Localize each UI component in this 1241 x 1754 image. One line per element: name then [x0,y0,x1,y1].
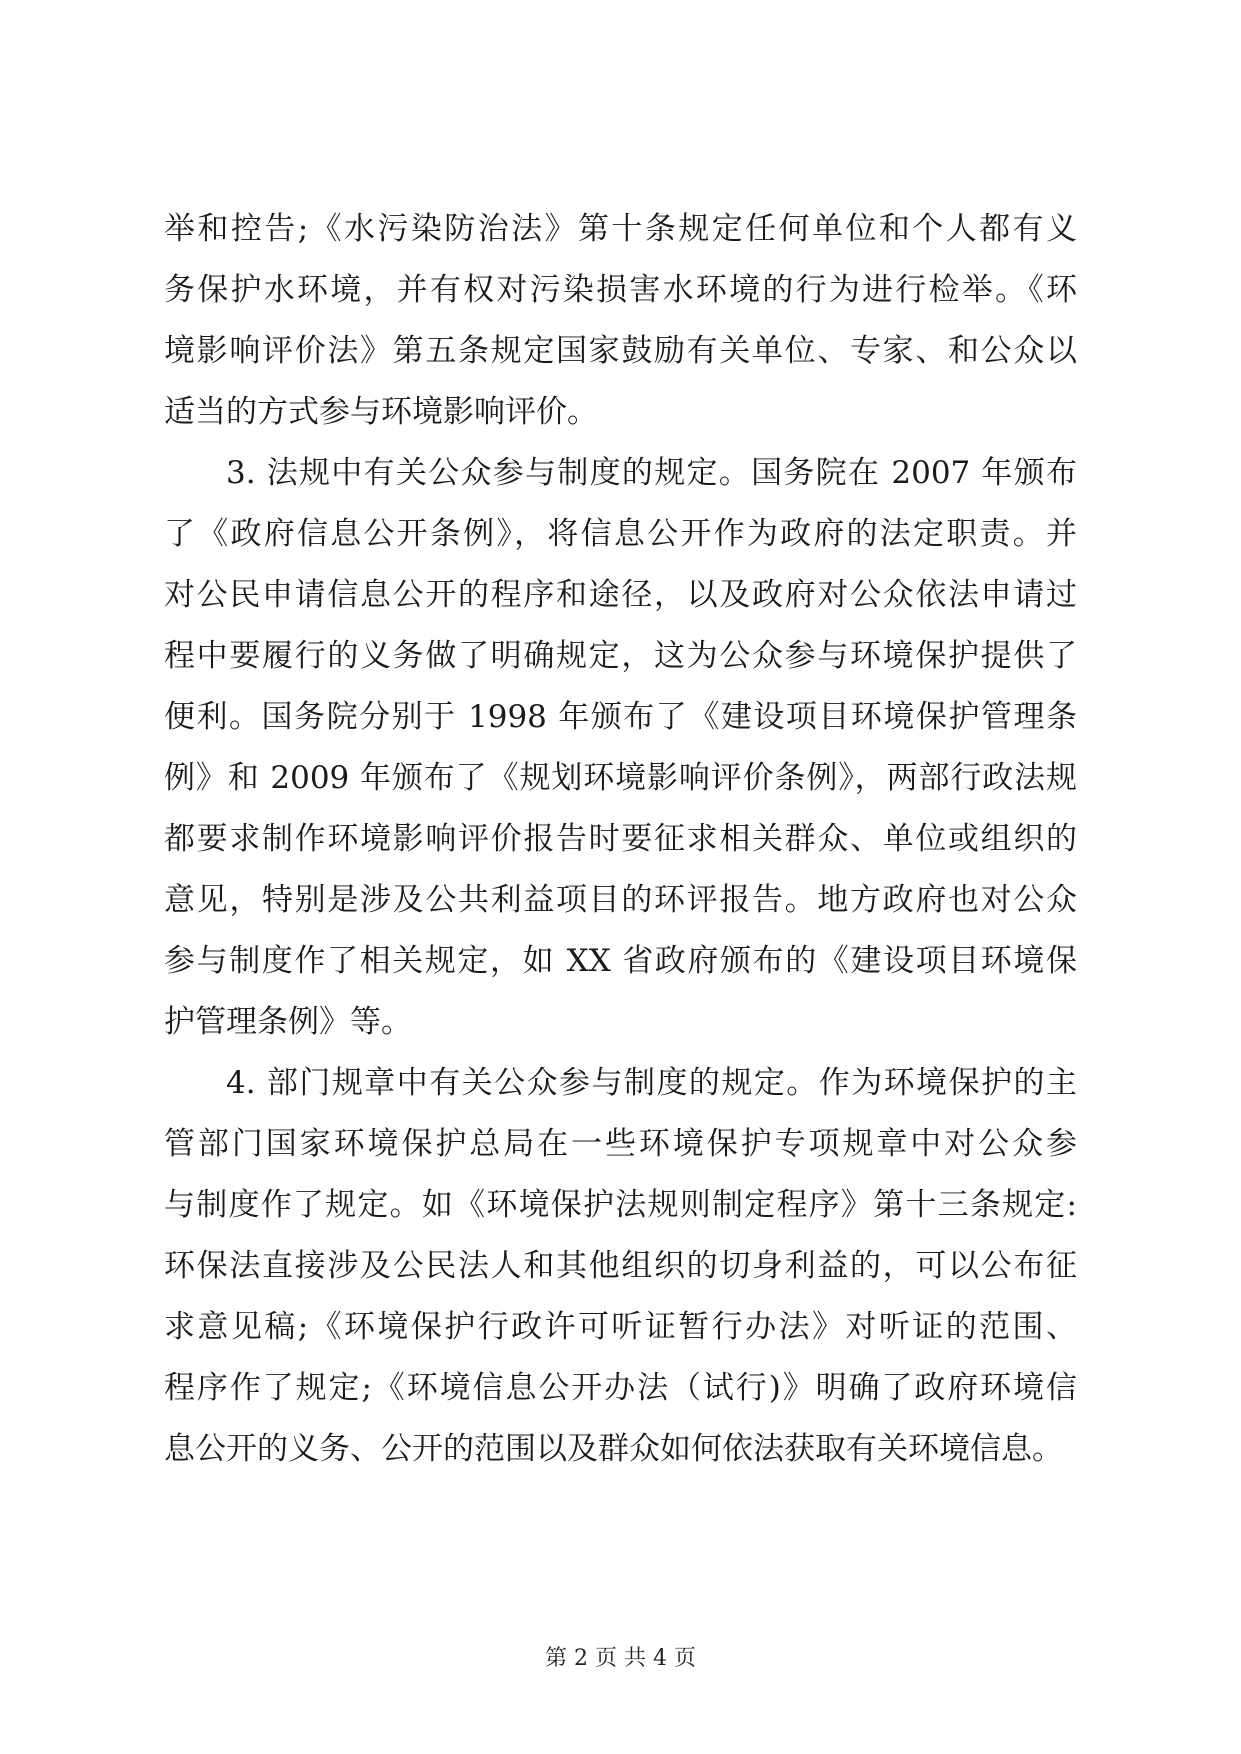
text-line: 求意见稿;《环境保护行政许可听证暂行办法》对听证的范围、 [164,1309,1077,1345]
text-line: 举和控告;《水污染防治法》第十条规定任何单位和个人都有义 [164,211,1077,247]
text-line: 参与制度作了相关规定，如 XX 省政府颁布的《建设项目环境保 [164,943,1077,979]
text-line: 程序作了规定;《环境信息公开办法（试行)》明确了政府环境信 [164,1370,1077,1406]
text-line: 意见，特别是涉及公共利益项目的环评报告。地方政府也对公众 [164,882,1077,918]
text-line: 4. 部门规章中有关公众参与制度的规定。作为环境保护的主 [226,1065,1077,1101]
text-line: 了《政府信息公开条例》，将信息公开作为政府的法定职责。并 [164,516,1077,552]
text-line: 护管理条例》等。 [164,1004,412,1040]
text-line: 便利。国务院分别于 1998 年颁布了《建设项目环境保护管理条 [164,699,1077,735]
text-line: 都要求制作环境影响评价报告时要征求相关群众、单位或组织的 [164,821,1077,857]
text-line: 3. 法规中有关公众参与制度的规定。国务院在 2007 年颁布 [226,455,1077,491]
text-line: 环保法直接涉及公民法人和其他组织的切身利益的，可以公布征 [164,1248,1077,1284]
text-line: 息公开的义务、公开的范围以及群众如何依法获取有关环境信息。 [164,1431,1063,1467]
page-number-footer: 第 2 页 共 4 页 [545,1646,696,1671]
text-line: 与制度作了规定。如《环境保护法规则制定程序》第十三条规定: [164,1187,1077,1223]
text-line: 境影响评价法》第五条规定国家鼓励有关单位、专家、和公众以 [164,333,1077,369]
text-line: 对公民申请信息公开的程序和途径，以及政府对公众依法申请过 [164,577,1077,613]
text-line: 程中要履行的义务做了明确规定，这为公众参与环境保护提供了 [164,638,1077,674]
text-line: 务保护水环境，并有权对污染损害水环境的行为进行检举。《环 [164,272,1077,308]
text-line: 适当的方式参与环境影响评价。 [164,394,598,430]
text-line: 例》和 2009 年颁布了《规划环境影响评价条例》，两部行政法规 [164,760,1077,796]
text-line: 管部门国家环境保护总局在一些环境保护专项规章中对公众参 [164,1126,1077,1162]
